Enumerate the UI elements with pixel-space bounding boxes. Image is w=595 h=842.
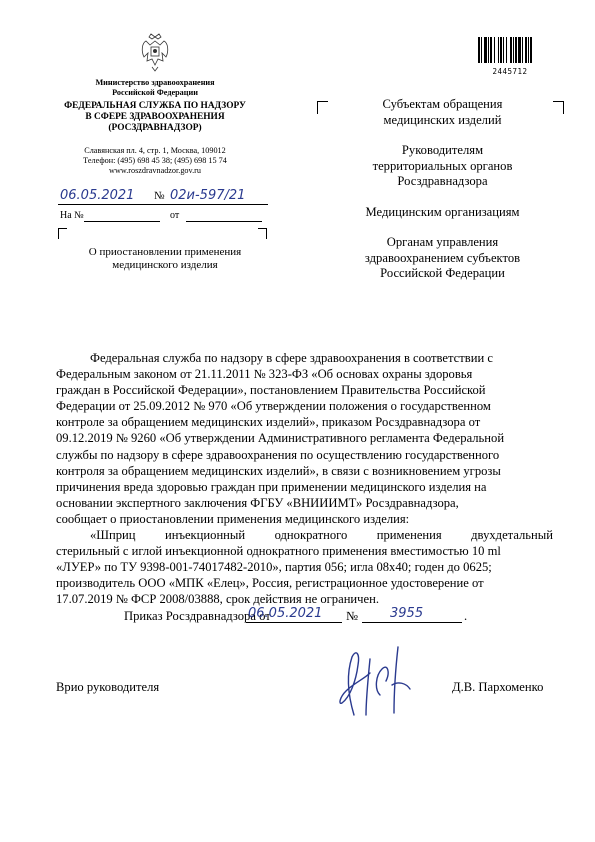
recipients-block: [330, 97, 555, 282]
paragraph-main: Федеральная служба по надзору в сфере здравоохранения в соответствии с Федеральным законом от 21.11.2011 № 323-ФЗ «Об основах охраны здоровья граждан в Российской Федерации», постановлением Правительства Российской Федерации от 25.09.2012 № 970 «Об утверждении положения о государственном контроле за обращением медицинских изделий», приказом Росздравнадзора от 09.12.2019 № 9260 «Об утверждении Административного регламента Федеральной службы по надзору в сфере здравоохранения по осуществлению государственного контроля за обращением медицинских изделий», в связи с возникновением угрозы причинения вреда здоровью граждан при применении медицинского изделия на основании экспертного заключения ФГБУ «ВНИИИМТ» Росздравнадзора, сообщает о приостановлении применения медицинского изделия:: [56, 351, 505, 526]
barcode-number: 2445712: [492, 67, 528, 76]
ref-from-label: от: [170, 210, 180, 221]
address-block: [60, 146, 250, 176]
barcode-bar: [518, 37, 521, 63]
subject: [60, 246, 270, 272]
no-label: №: [154, 190, 165, 202]
ministry-line: Российской Федерации: [112, 88, 198, 97]
ref-no-label: На №: [60, 210, 84, 221]
subject-line: медицинского изделия: [112, 259, 218, 271]
service-name-line: ФЕДЕРАЛЬНАЯ СЛУЖБА ПО НАДЗОРУ: [64, 101, 246, 111]
order-date: 06.05.2021: [248, 605, 323, 621]
order-number: 3955: [390, 605, 424, 621]
recipient: Руководителям территориальных органов Росздравнадзора: [372, 143, 513, 188]
barcode-bar: [515, 37, 517, 63]
barcode-bar: [500, 37, 502, 63]
barcode-bar: [510, 37, 512, 63]
barcode-icon: [478, 37, 542, 63]
signatory-name: Д.В. Пархоменко: [452, 680, 544, 694]
barcode-bar: [478, 37, 480, 63]
coat-of-arms-icon: [138, 31, 172, 73]
barcode-bar: [525, 37, 527, 63]
outgoing-number: 02и-597/21: [170, 188, 246, 203]
recipient: Субъектам обращения медицинских изделий: [382, 97, 503, 127]
barcode-bar: [528, 37, 529, 63]
order-no-label: №: [346, 608, 359, 623]
barcode-bar: [488, 37, 489, 63]
order-line: Приказ Росздравнадзора от 06.05.2021 № 3955 .: [56, 608, 553, 625]
subject-line: О приостановлении применения: [88, 246, 242, 258]
barcode-bar: [506, 37, 507, 63]
order-label: Приказ Росздравнадзора от: [124, 608, 271, 623]
recipient: Медицинским организациям: [365, 204, 520, 219]
address-line: Славянская пл. 4, стр. 1, Москва, 109012: [84, 146, 226, 155]
outgoing-date: 06.05.2021: [60, 188, 135, 203]
barcode-bar: [481, 37, 482, 63]
ministry-line: Министерство здравоохранения: [95, 78, 215, 87]
signatory-position: Врио руководителя: [56, 680, 160, 694]
paragraph-device: «Шприц инъекционный однократного применения двухдетальный стерильный с иглой инъекционной однократного применения вместимостью 10 ml «ЛУЕР» по ТУ 9398-001-74017482-2010», партия 056; игла 08x40; годен до 0625; производитель ООО «МПК «Елец», Россия, регистрационное удостоверение от 17.07.2019 № ФСР 2008/03888, срок действия не ограничен.: [56, 528, 553, 607]
website-line: www.roszdravnadzor.gov.ru: [109, 166, 201, 175]
handwritten-signature-icon: [336, 645, 414, 717]
barcode: [478, 37, 542, 76]
barcode-bar: [513, 37, 514, 63]
letter-body: [56, 350, 553, 625]
barcode-bar: [494, 37, 495, 63]
phone-line: Телефон: (495) 698 45 38; (495) 698 15 74: [83, 156, 227, 165]
recipient: Органам управления здравоохранением субъектов Российской Федерации: [364, 235, 521, 280]
service-name-line: (РОСЗДРАВНАДЗОР): [108, 123, 202, 133]
barcode-bar: [498, 37, 499, 63]
barcode-bar: [503, 37, 504, 63]
barcode-bar: [522, 37, 523, 63]
service-name-line: В СФЕРЕ ЗДРАВООХРАНЕНИЯ: [85, 112, 225, 122]
outgoing-registration: [58, 186, 278, 210]
barcode-bar: [530, 37, 532, 63]
barcode-bar: [484, 37, 487, 63]
reference-line: [58, 210, 268, 224]
barcode-bar: [490, 37, 492, 63]
